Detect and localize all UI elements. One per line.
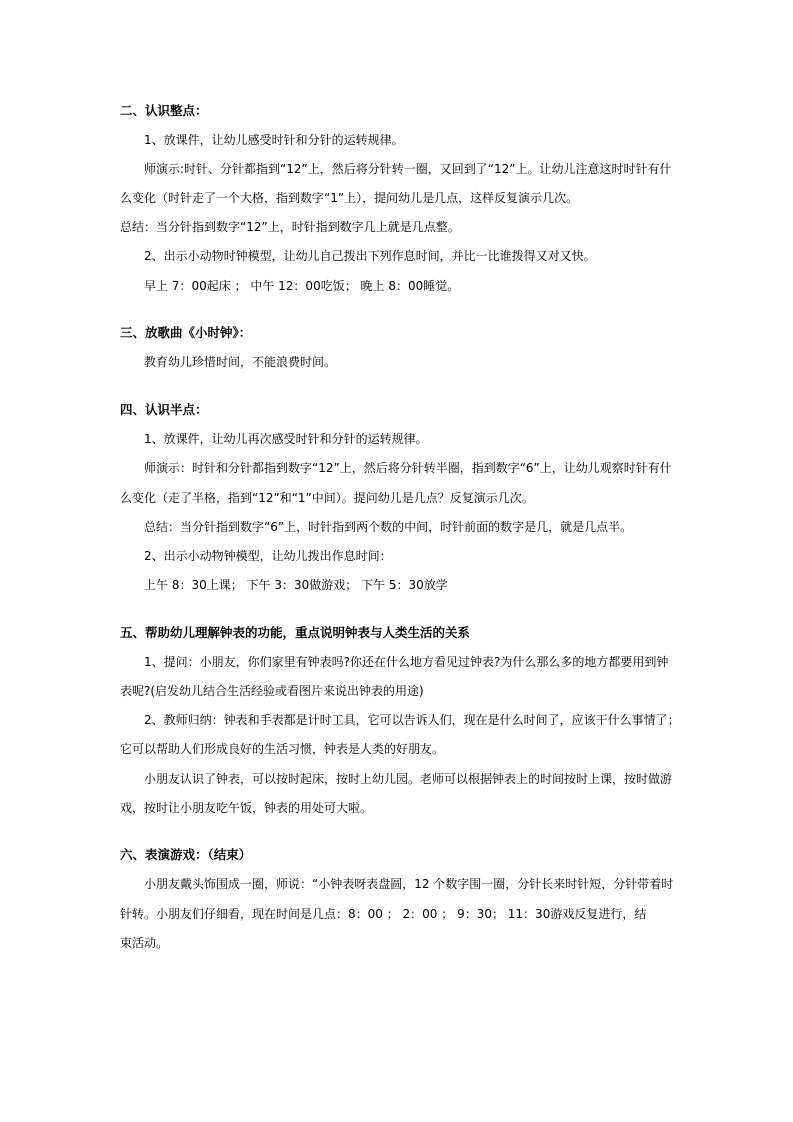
- section-6-heading: 六、表演游戏：（结束）: [120, 847, 252, 862]
- section-2-paragraph-2-line-2: 么变化（时针走了一个大格，指到数字“1”上），提问幼儿是几点，这样反复演示几次。: [120, 191, 579, 205]
- section-6-paragraph-1-line-2: 针转。小朋友们仔细看，现在时间是几点：8：00 ； 2：00 ； 9：30； 11：30游戏反复进行，结: [120, 907, 647, 921]
- section-2-paragraph-1: 1、放课件，让幼儿感受时针和分针的运转规律。: [144, 133, 404, 147]
- section-2-schedule: 早上 7：00起床 ； 中午 12：00吃饭； 晚上 8：00睡觉。: [144, 279, 460, 293]
- section-6-paragraph-1-line-1: 小朋友戴头饰围成一圈，师说：“小钟表呀表盘圆，12 个数字围一圈，分针长来时针短，分针带着时: [144, 877, 674, 891]
- section-4-paragraph-1: 1、放课件，让幼儿再次感受时针和分针的运转规律。: [144, 432, 428, 446]
- section-4-paragraph-2-line-1: 师演示：时针和分针都指到数字“12”上，然后将分针转半圈，指到数字“6”上，让幼儿观察时针有什: [144, 461, 672, 475]
- section-6-paragraph-1-line-3: 束活动。: [120, 936, 169, 950]
- section-5-heading: 五、帮助幼儿理解钟表的功能，重点说明钟表与人类生活的关系: [120, 625, 471, 640]
- section-4-schedule: 上午 8：30上课； 下午 3：30做游戏； 下午 5：30放学: [144, 578, 448, 592]
- section-2-paragraph-2-line-1: 师演示:时针、分针都指到“12”上，然后将分针转一圈，又回到了“12”上。让幼儿注意这时时针有什: [144, 162, 672, 176]
- section-3-paragraph-1: 教育幼儿珍惜时间，不能浪费时间。: [144, 355, 337, 369]
- section-5-paragraph-3-line-2: 戏，按时让小朋友吃午饭，钟表的用处可大啦。: [120, 801, 373, 815]
- section-4-paragraph-4: 2、出示小动物钟模型，让幼儿拨出作息时间：: [144, 549, 392, 563]
- section-2-paragraph-4: 2、出示小动物时钟模型，让幼儿自己拨出下列作息时间，并比一比谁拨得又对又快。: [144, 249, 596, 263]
- section-5-paragraph-2-line-2: 它可以帮助人们形成良好的生活习惯，钟表是人类的好朋友。: [120, 742, 445, 756]
- section-2-heading: 二、认识整点：: [120, 103, 208, 118]
- section-5-paragraph-3-line-1: 小朋友认识了钟表，可以按时起床，按时上幼儿园。老师可以根据钟表上的时间按时上课，按时做游: [144, 772, 673, 786]
- section-5-paragraph-2-line-1: 2、教师归纳：钟表和手表都是计时工具，它可以告诉人们，现在是什么时间了，应该干什么事情了；: [144, 713, 680, 727]
- section-4-summary: 总结：当分针指到数字“6”上，时针指到两个数的中间，时针前面的数字是几，就是几点半。: [144, 520, 633, 534]
- section-2-summary: 总结：当分针指到数字“12”上，时针指到数字几上就是几点整。: [120, 220, 460, 234]
- section-4-heading: 四、认识半点：: [120, 402, 208, 417]
- section-5-paragraph-1-line-2: 表呢?(启发幼儿结合生活经验或看图片来说出钟表的用途): [120, 684, 424, 698]
- section-5-paragraph-1-line-1: 1、提问：小朋友，你们家里有钟表吗?你还在什么地方看见过钟表?为什么那么多的地方都要用到钟: [144, 655, 669, 669]
- section-3-heading: 三、放歌曲《小时钟》：: [120, 325, 252, 340]
- section-4-paragraph-2-line-2: 么变化（走了半格，指到“12”和“1”中间）。提问幼儿是几点？反复演示几次。: [120, 491, 534, 505]
